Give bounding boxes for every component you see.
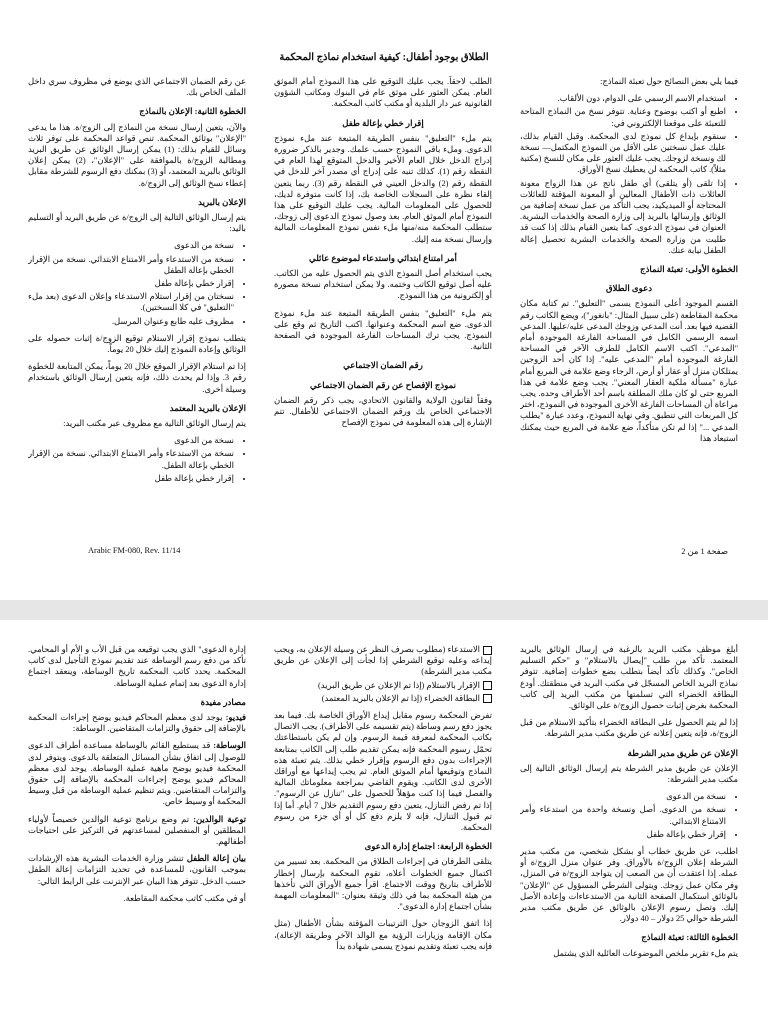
paragraph: القسم الموجود أعلى النموذج يسمى "التعليق". تم كتابة مكان محكمة المقاطعة (على سبيل المثال: "بانغور")، ويضع الكاتب رقم القضية فيها بعد. أنت المدعي وزوجك المدعى عليه/عليها. المدعي اسمه الرسمي الكامل في المساحة الفارغة الموجودة أمام "المدعي". اكتب الاسم الكامل للطرف الآخر في المساحة الفارغة الموجودة أمام "المدعى عليه". إذا كان أحد الزوجين يمتلكان منزل أو عقار أو أرض، الرجاء وضع علامة في المربع أمام عبارة "مسألة ملكية العقار المعني". يجب وضع علامة في هذا المربع حتى لو كان ملك المطلقة باسم أحد الأطراف وحده. يجب مراعاة أن المساحات الفارغة الأخرى الموجودة في النموذج، اختر كل المربعات التي تنطبق. وفي نهاية النموذج، وعدد عبارة "يطلب المدعي ..." إذا لم تكن متأكداً، ضع علامة في المربع حيث يمكنك استبعاد هذا — [520, 299, 738, 443]
column-middle — [274, 76, 492, 538]
section-heading: مصادر مفيدة — [200, 696, 246, 707]
section-heading: نموذج الإفصاح عن رقم الضمان الاجتماعي — [309, 379, 456, 390]
list-item: • إقرار خطي بإعالة طفل — [28, 473, 234, 484]
list-item: • نسخة من الدعوى — [28, 240, 234, 251]
document-page-2 — [0, 620, 768, 1024]
paragraph: إدارة الدعوى" الذي يجب توقيعه من قبل الأب و الأم أو المحامي. تأكد من دفع رسم الوساطة عند تقديم نموذج التأجيل لدى كاتب المحكمة. يحدد كاتب المحكمة تاريخ الوساطة، وينعقد اجتماع إدارة الدعوى بعد إتمام عملية الوساطة. — [28, 645, 246, 688]
paragraph: يتم إرسال الوثائق التالية مع مظروف عبر مكتب البريد: — [63, 419, 246, 429]
section-heading: إقرار خطي بإعالة طفل — [342, 117, 424, 128]
section-heading: أمر امتناع ابتدائي واستدعاء لموضوع عائلي — [309, 252, 457, 263]
list-item: • نسخة من الدعوى — [28, 435, 234, 446]
documents-list — [28, 240, 246, 326]
paragraph: تفرض المحكمة رسوم مقابل إيداع الأوراق الخاصة بك. فيما بعد يجوز دفع رسم وساطة (يتم تقسيمه على الأطراف). يجب الاتصال بكاتب المحكمة لمعرفة قيمة الرسوم. وإن لم يكن باستطاعتك تحمّل رسوم المحكمة فإنه يمكن تقديم طلب إلى الكاتب بمتابعة الإجراءات بدون دفع الرسوم وإقرار خطي بذلك. يتم تعبئة هذه النماذج وتوقيعها أمام الموثق العام. ثم يجب إيداعها مع أوراقك الأخرى لدى الكاتب. ويقوم القاضي بمراجعة معلوماتك المالية والفصل فيما إذا كنت مؤهلاً للحصول على "تنازل عن الرسوم". إذا تم رفض التنازل، يتعين دفع رسوم التقديم خلال 7 أيام. أما إذا تم قبول التنازل، فإنه لا يلزم دفع كل أو أي جزء من رسوم المحكمة. — [274, 711, 492, 833]
paragraph: إذا اتفق الزوجان حول الترتيبات المؤقتة بشأن الأطفال (مثل مكان الإقامة وزيارات الرؤية مع الوالد الآخر وطريقة الإعالة)، فإنه يجب تعبئة وتقديم نموذج يسمى شهادة بدأ — [274, 919, 492, 951]
paragraph: يجب استخدام أصل النموذج الذي يتم الحصول عليه من الكاتب. عليه أصل توقيع الكاتب وختمه. ولا يمكن استخدام نسخة مصورة أو إلكترونية من هذا النموذج. — [274, 269, 492, 301]
checkbox-icon — [483, 681, 492, 690]
paragraph: وفقاً لقانون الولاية والقانون الاتحادي، يجب ذكر رقم الضمان الاجتماعي الخاص بك ورقم الضمان الاجتماعي للأطفال. تتم الإشارة إلى هذه المعلومة في نموذج الإفصاح — [274, 395, 492, 428]
resource-item: بيان إعالة الطفل تنشر وزارة الخدمات البشرية هذه الإرشادات بموجب القانون، للمساعدة في تحديد التزامات إعالة الطفل حسب الدخل. تتوفر هذا البيان عبر الإنترنت على الرابط التالي: — [28, 854, 246, 886]
checklist-item: البطاقة الخضراء (إذا تم الإعلان بالبريد المعتمد) — [274, 693, 492, 704]
intro-text: فيما يلي بعض النصائح حول تعبئة النماذج: — [600, 77, 738, 86]
list-item: • نسخة من الدعوى. أصل ونسخة واحدة من استدعاء وأمر الامتناع الابتدائي. — [520, 804, 726, 826]
form-number-footer: Arabic FM-080, Rev. 11/14 — [88, 546, 181, 555]
column-left — [28, 76, 246, 538]
paragraph: والآن، يتعين إرسال نسخة من النماذج إلى الزوج/ة. هذا ما يدعى "الإعلان" بوثائق المحكمة. تنص قواعد المحكمة على توفر ثلاث وسائل للقيام بذلك: (1) يمكن إرسال الوثائق عن طريق البريد ومطالبة الزوج/ة بالموافقة على "الإعلان"، (2) يمكن إعلان الوثائق بالبريد المعتمد، أو (3) بمكنك دفع الرسوم للشرطة مقابل إعطاء نسخ الوثائق إلى الزوج/ة. — [28, 122, 246, 188]
list-item: • إقرار خطي بإعالة طفل — [520, 829, 726, 840]
resource-item: الوساطة: قد يستطيع القائم بالوساطة مساعدة أطراف الدعوى للوصول إلى اتفاق بشأن المسائل المتعلقة بالدعوى. ويتوفر لدى المحكمة فيديو يوضح ماهية عملية الوساطة. يوجد لدى معظم المحاكم فيديو يوضح إجراءات المحكمة بالإضافة إلى حقوق والتزامات المتقاضين. ويتم تنظيم عملية الوساطة من قبل وسيط المحكمة أو وسيط خاص. — [28, 741, 246, 807]
list-item: • نسخة من الاستدعاء وأمر الامتناع الابتدائي. نسخة من الإقرار الخطي بإعالة الطفل — [28, 254, 234, 276]
section-heading: الخطوة الثالثة: تعبئة النماذج — [641, 932, 738, 943]
paragraph: الإعلان عن طريق مدير الشرطة يتم إرسال الوثائق التالية إلى مكتب مدير الشرطة: — [520, 763, 738, 785]
paragraph: يتلقى الطرفان في إجراءات الطلاق من المحكمة. بعد تسيير من اكتمال جميع الخطوات أعلاه، تقوم المحكمة بإرسال إخطار للأطراف بتاريخ ووقت الاجتماع. اقرأ جميع الأوراق التي تأخذها من هيئة المحكمة بما في ذلك وثيقة بعنوان: "المعلومات المهمة بشأن اجتماع إدارة الدعوى". — [274, 857, 492, 912]
paragraph: يتطلب نموذج إقرار الاستلام توقيع الزوج/ة إثبات حصوله على الوثائق وإعادة النموذج إليك خلال 20 يوماً. — [28, 333, 246, 355]
page-title: الطلاق بوجود أطفال: كيفية استخدام نماذج المحكمة — [279, 52, 489, 63]
paragraph: إذا تم استلام الإقرار الموقع خلال 20 يوماً، يمكن المتابعة للخطوة رقم 3. وإذا لم يحدث ذلك، فإنه يتعين إرسال الوثائق باستخدام وسيلة أخرى. — [28, 362, 246, 394]
list-item: • سنقوم بإيداع كل نموذج لدى المحكمة. وقبل القيام بذلك، عليك عمل نسختين على الأقل من النموذج المكتمل— نسخة لك ونسخة لزوجك. يجب عليك العثور على مكان للنسخ (مكتبة مثلاً). كاتب المحكمة لن يعطيك نسخ الأوراق. — [520, 131, 726, 176]
page-number-footer: صفحة 1 من 2 — [681, 547, 728, 556]
list-item: • نسختان من إقرار استلام الاستدعاء وإعلان الدعوى (بعد ملء "التعليق" في كلا النسختين). — [28, 291, 234, 313]
section-heading: الإعلان بالبريد المعتمد — [169, 402, 246, 413]
paragraph: أو في مكتب كاتب محكمة المقاطعة. — [123, 893, 246, 903]
subsection-heading: دعوى الطلاق — [605, 283, 653, 294]
column-middle — [274, 644, 492, 1024]
checkbox-icon — [483, 646, 492, 655]
tips-list — [520, 93, 738, 256]
paragraph: الطلب لاحقاً. يجب عليك التوقيع على هذا النموذج أمام الموثق العام. يمكن العثور على موثق عام في البنوك ومكاتب الشؤون القانونية عبر دار البلدية أو مكتب كاتب المحكمة. — [274, 77, 492, 109]
checklist-item: الاستدعاء (مطلوب بصرف النظر عن وسيلة الإعلان به، ويجب إيداعه وعليه توقيع الشرطي إذا لجأت إلى الإعلان عن طريق مكتب مدير الشرطة) — [274, 645, 492, 677]
documents-list — [520, 791, 738, 840]
section-heading: الخطوة الرابعة: اجتماع إدارة الدعوى — [364, 841, 492, 852]
page-gap — [0, 600, 768, 620]
list-item: • مظروف عليه طابع وعنوان المرسل. — [28, 316, 234, 327]
list-item: • إقرار خطي بإعالة طفل — [28, 278, 234, 289]
paragraph: اطلب، عن طريق خطاب أو بشكل شخصي، من مكتب مدير الشرطة إعلان الزوج/ة بالأوراق. وفر عنوان منزل الزوج/ة أو عمله. إذا اعتقدت أن من الصعب إن يتواجد الزوج/ة في المنزل، وفر مكان عمل زوجك. ويتولى الشرطي المسؤول عن "الإعلان" بالوثائق استكمال الصفحة الثانية من الاستدعاءات وإعادة الأصل إليك. وتصل رسوم الإعلان بالوثائق عن طريق مكتب مدير الشرطة حوالي 25 دولار – 40 دولار. — [520, 847, 738, 924]
column-right — [520, 76, 738, 538]
resource-item: فيديو: يوجد لدى معظم المحاكم فيديو يوضح إجراءات المحكمة بالإضافة إلى حقوق والتزامات المتقاضين. الوساطة: — [28, 713, 246, 734]
resource-item: توعية الوالدين: تم وضع برنامج توعية الوالدين خصيصاً لأولياء المطلقين أو المنفصلين لمساعدتهم في التركيز على احتياجات أطفالهم. — [28, 814, 246, 847]
checklist-item: الإقرار بالاستلام (إذا تم الإعلان عن طريق البريد) — [274, 680, 492, 691]
column-right — [520, 644, 738, 1024]
section-heading: الإعلان بالبريد — [198, 196, 246, 207]
paragraph: عن رقم الضمان الاجتماعي الذي يوضع في مظروف سري داخل الملف الخاص بك. — [28, 77, 246, 98]
documents-list — [28, 435, 246, 484]
section-heading: الخطوة الثانية: الإعلان بالنماذج — [139, 106, 246, 117]
section-heading: رقم الضمان الاجتماعي — [343, 360, 423, 371]
checkbox-icon — [483, 694, 492, 703]
paragraph: يتم إرسال الوثائق التالية إلى الزوج/ة عن طريق البريد أو التسليم باليد: — [28, 213, 246, 234]
list-item: • اطبع أو اكتب بوضوح وعناية. تتوفر نسخ من النماذج المتاحة للتعبئة على موقعنا الإلكتروني في: — [520, 106, 726, 128]
paragraph: يتم ملء "التعليق" بنفس الطريقة المتبعة عند ملء نموذج الدعوى. ضع اسم المحكمة وعنوانها. اكتب التاريخ ثم وقع على النموذج. يجب ترك المساحات الفارغة الموجودة في الصفحة الثانية. — [274, 308, 492, 352]
column-left — [28, 644, 246, 1024]
paragraph: يتم ملء "التعليق" بنفس الطريقة المتبعة عند ملء نموذج الدعوى. وملء باقي النموذج حسب علمك. وجدير بالذكر ضرورة إدراج الدخل خلال العام الأخير والدخل المتوقع لهذا العام في النقطة رقم (1). كذلك تنبه على إدراج أي مصدر آخر للدخل في النقطة رقم (2) والدخل العيني في النقطة رقم (3). ربما يتعين إلقاء نظرة على السجلات الخاصة بك، إذا كانت متوفرة لديك، للحصول على المعلومات المالية. يجب عليك التوقيع على هذا النموذج أمام الموثق العام. بعد وصول نموذج الدعوى إلى زوجك، ستطلب المحكمة منه/منها ملء نفس نموذج المعلومات المالية وإرسال نسخة منه إليك. — [274, 133, 492, 244]
list-item: • نسخة من الدعوى — [520, 791, 726, 802]
paragraph: إذا لم يتم الحصول على البطاقة الخضراء بتأكيد الاستلام من قبل الزوج/ة، فإنه يتعين إعلانه عن طريق مكتب مدير الشرطة. — [520, 718, 738, 739]
section-heading: الإعلان عن طريق مدير الشرطة — [627, 747, 738, 758]
section-heading: الخطوة الأولى: تعبئة النماذج — [640, 264, 738, 275]
paragraph: يتم ملء تقرير ملخص الموضوعات العائلية الذي يشتمل — [553, 948, 738, 958]
paragraph: أبلغ موظف مكتب البريد بالرغبة في إرسال الوثائق بالبريد المعتمد. تأكد من طلب "إيصال بالاستلام" و "حكم التسليم الخاص". وكذلك تأكد أيضاً بتطلب بضع خطوات إضافية. تتوفر نماذج البريد الخاص المسجّل في مكتب البريد في منطقتك. أودع البطاقة الخضراء التي تسلمتها من مكتب البريد إلى كاتب المحكمة بغرض إثبات حصول الزوج/ة على الوثائق. — [520, 645, 738, 711]
list-item: • إذا تلقى (أو يتلقى) أي طفل ناتج عن هذا الزواج معونة العائلات ذات الأطفال المعالين أو المعونة المؤقتة للعائلات المحتاجة أو الميديكيد، يجب التأكد من عمل نسخة إضافية من الوثائق وإرسالها بالبريد إلى وزارة الصحة والخدمات البشرية. العنوان في نموذج الدعوى. كما يتعين القيام بذلك إذا كنت قد طلبت من وزارة الصحة والخدمات البشرية تحصيل إعالة الطفل نيابة عنك. — [520, 178, 726, 256]
list-item: • استخدام الاسم الرسمي على الدوام، دون الألقاب. — [520, 93, 726, 104]
list-item: • نسخة من الاستدعاء وأمر الامتناع الابتدائي. نسخة من الإقرار الخطي بإعالة الطفل. — [28, 448, 234, 470]
